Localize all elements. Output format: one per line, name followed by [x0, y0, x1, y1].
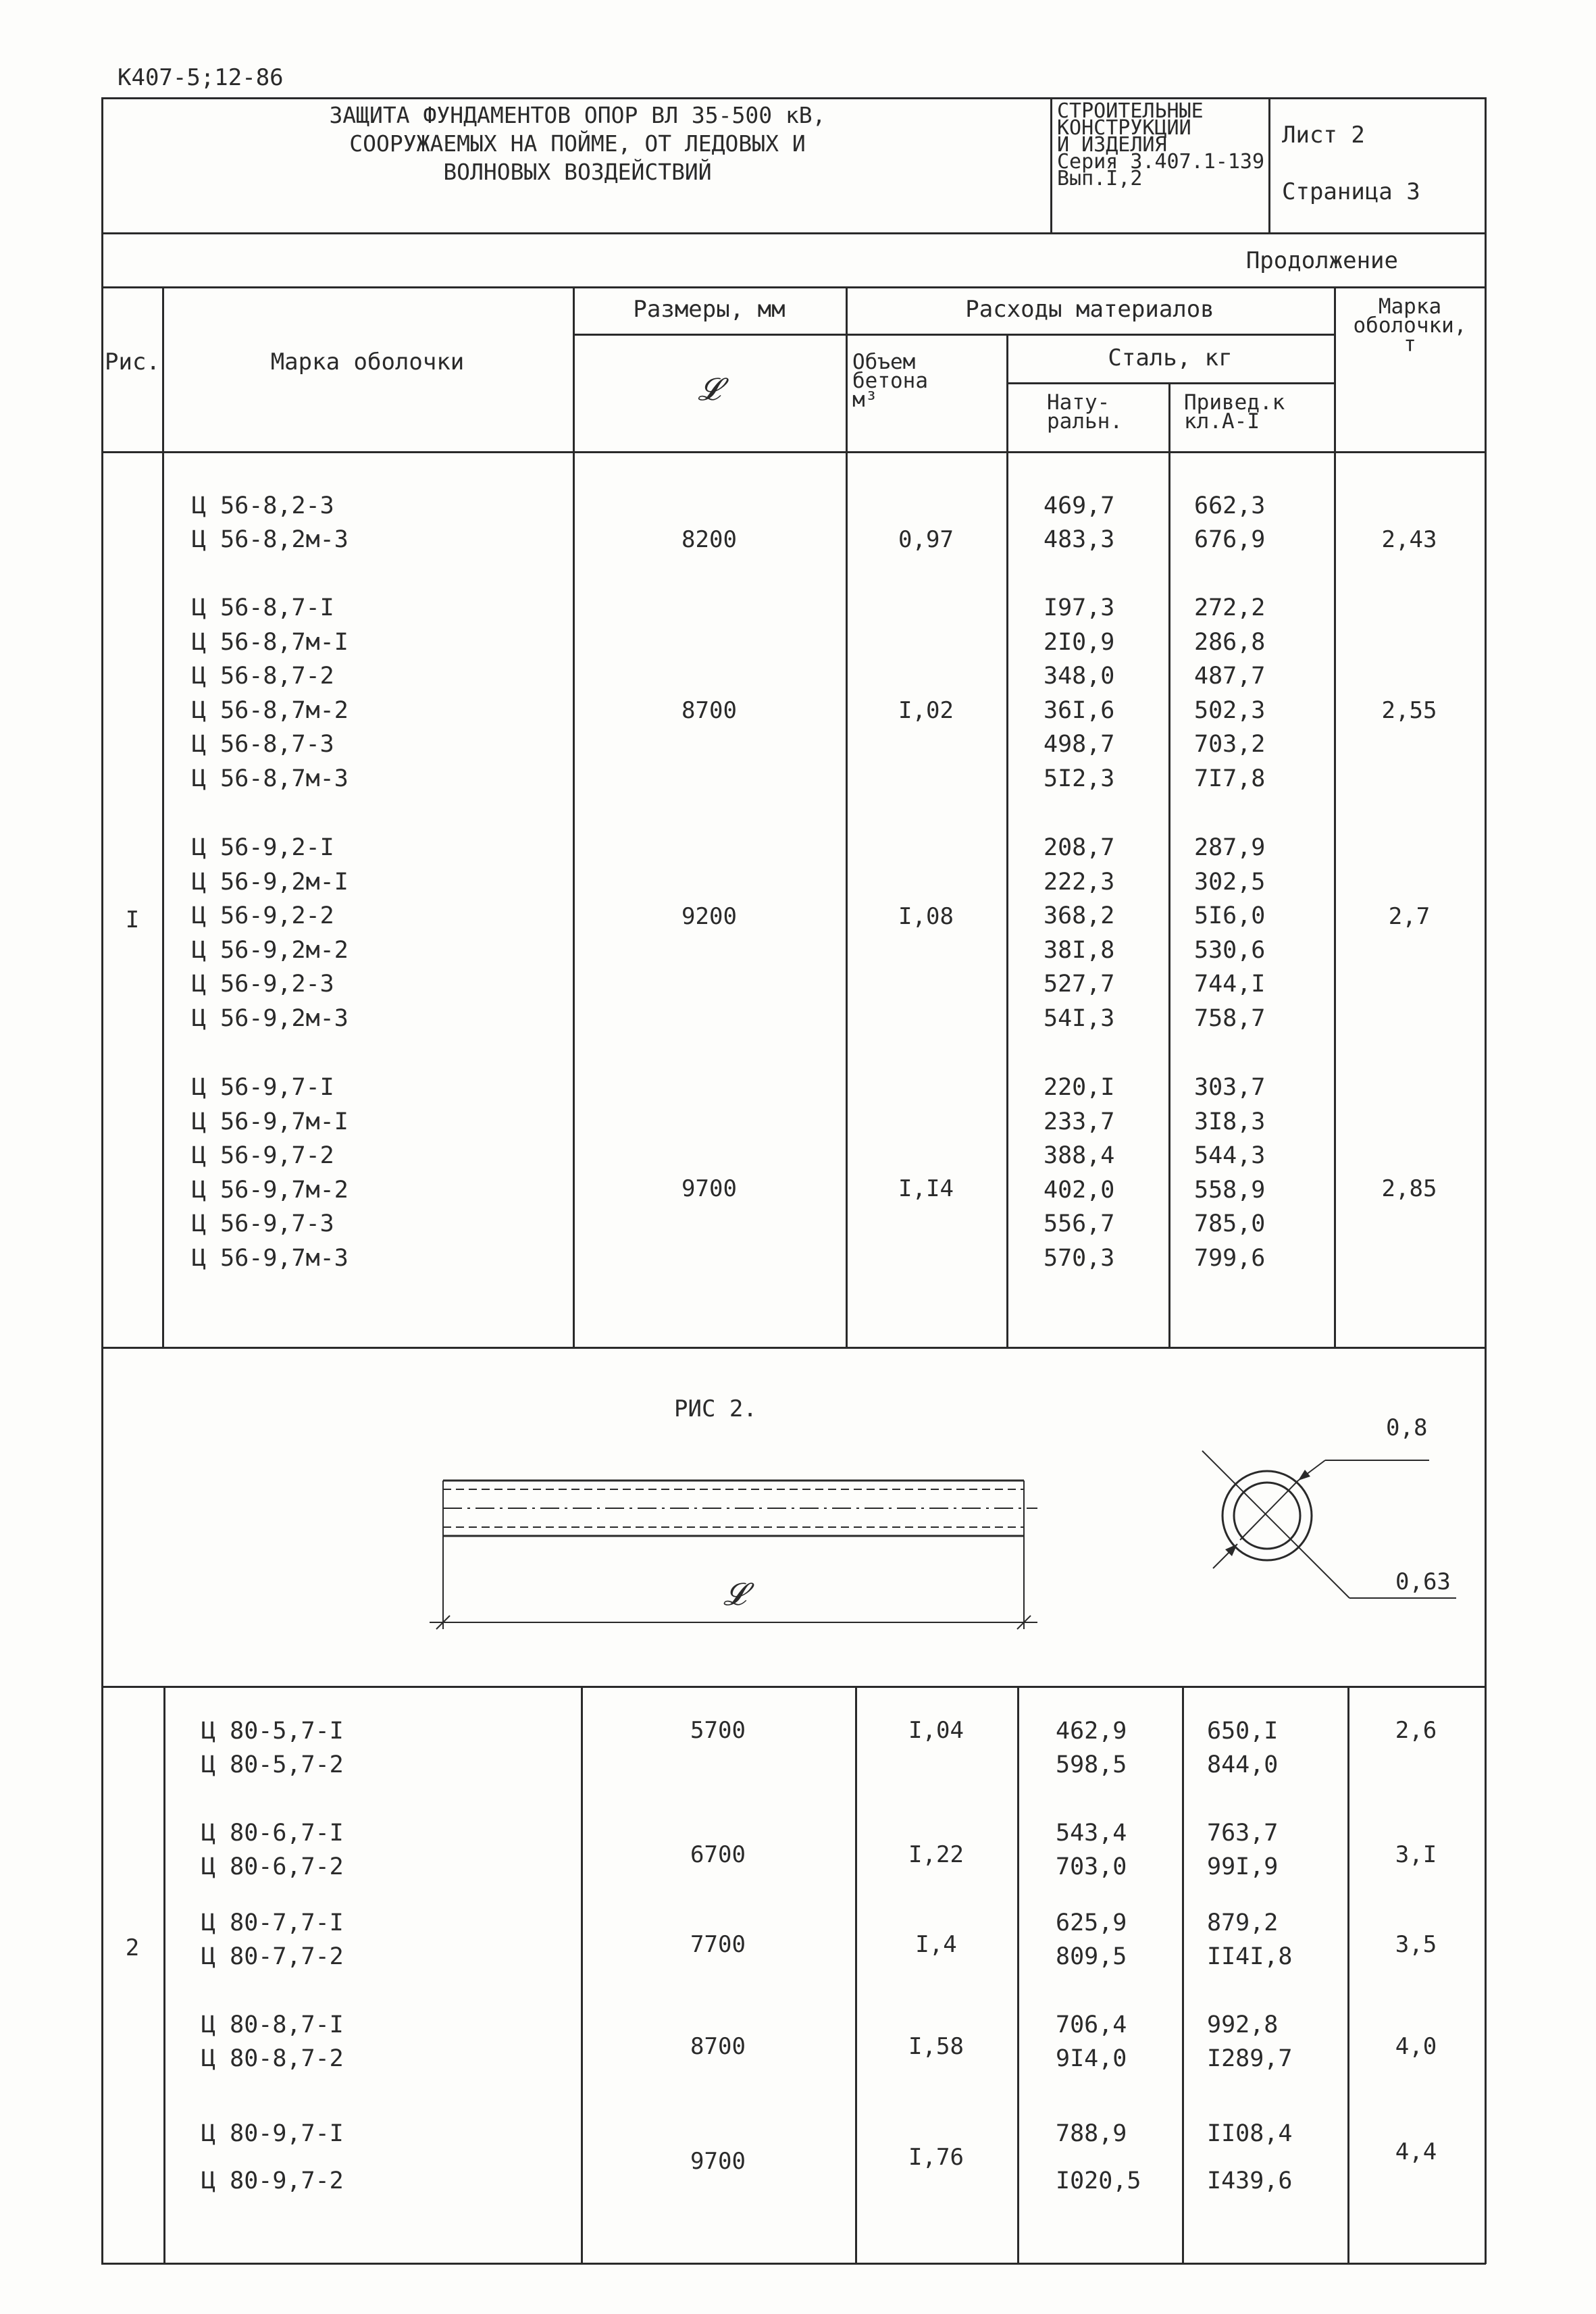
title-divider-1 [1050, 97, 1052, 234]
reduced-cell: 758,7 [1194, 1004, 1266, 1032]
mark-cell: Ц 56-8,2-3 [192, 492, 334, 519]
reduced-cell: 272,2 [1194, 594, 1266, 621]
mark-cell: Ц 56-8,7м-3 [192, 765, 349, 792]
series-block [1057, 99, 1266, 190]
reduced-cells [1207, 1816, 1278, 1884]
reduced-cell: I439,6 [1207, 2167, 1293, 2194]
s2-col-L-divider [855, 1686, 857, 2264]
reduced-cell: 287,9 [1194, 834, 1266, 861]
reduced-cell: 662,3 [1194, 492, 1266, 519]
natural-cell: 36I,6 [1044, 696, 1115, 724]
reduced-cell: 302,5 [1194, 868, 1266, 896]
natural-cells [1044, 489, 1114, 557]
natural-cell: 368,2 [1044, 902, 1115, 930]
mark-cell: Ц 56-8,7-I [192, 594, 334, 621]
concrete-cell: I,76 [908, 2144, 964, 2171]
natural-cell: 556,7 [1044, 1210, 1115, 1238]
length-cell: 8700 [690, 2033, 746, 2060]
natural-cell: 788,9 [1056, 2120, 1127, 2147]
document-code: К407-5;12-86 [118, 64, 284, 91]
reduced-cell: 544,3 [1194, 1142, 1266, 1170]
mark-cell: Ц 56-9,7-3 [192, 1210, 334, 1238]
natural-cell: 348,0 [1044, 663, 1115, 690]
header-length: 𝓛 [698, 371, 721, 407]
natural-cell: 483,3 [1044, 526, 1115, 553]
reduced-cells [1207, 1906, 1292, 1974]
natural-cell: 625,9 [1056, 1909, 1127, 1936]
frame-right [1485, 97, 1487, 2264]
mark-cell: Ц 56-9,2м-3 [192, 1004, 349, 1032]
reduced-cell: 558,9 [1194, 1176, 1266, 1204]
natural-cell: 809,5 [1056, 1943, 1127, 1970]
length-cell: 5700 [690, 1717, 746, 1744]
concrete-cell: I,22 [908, 1841, 964, 1868]
series-line: И ИЗДЕЛИЯ [1057, 133, 1167, 157]
mark-cell: Ц 56-8,2м-3 [192, 526, 349, 553]
title-block-bottom [101, 232, 1486, 234]
header-fig: Рис. [105, 349, 160, 376]
mark-cell: Ц 56-9,2м-2 [192, 936, 349, 964]
length-cell: 9700 [690, 2148, 746, 2175]
reduced-cell: 785,0 [1194, 1210, 1266, 1238]
shell-mass-line: т [1404, 332, 1416, 357]
mark-cell: Ц 56-8,7м-I [192, 628, 349, 656]
mark-cell: Ц 56-9,7-2 [192, 1142, 334, 1170]
s2-col-natural-divider [1182, 1686, 1184, 2264]
reduced-cell: 99I,9 [1207, 1853, 1279, 1880]
natural-cells [1044, 1071, 1114, 1276]
header-natural [1047, 390, 1165, 434]
group-marks [201, 1816, 344, 1884]
frame-bottom [101, 2263, 1486, 2265]
mass-cell: 2,7 [1388, 903, 1431, 930]
mark-cell: Ц 56-8,7-2 [192, 663, 334, 690]
natural-cell: 598,5 [1056, 1751, 1127, 1778]
header-shell-mass [1337, 294, 1483, 357]
s2-col-reduced-divider [1347, 1686, 1349, 2264]
mark-cell: Ц 80-8,7-2 [201, 2045, 344, 2072]
natural-cell: 38I,8 [1044, 936, 1115, 964]
natural-cell: I020,5 [1056, 2167, 1141, 2194]
shell-mass-line: Марка [1378, 294, 1442, 319]
natural-cells [1056, 1906, 1127, 1974]
concrete-cell: I,I4 [898, 1175, 954, 1202]
mark-cell: Ц 56-9,2-3 [192, 971, 334, 998]
document-title [115, 101, 1040, 186]
sheet-number: Лист 2 [1282, 122, 1365, 149]
mark-cell: Ц 80-9,7-2 [201, 2167, 344, 2194]
concrete-cell: I,02 [898, 697, 954, 724]
concrete-line: м³ [852, 388, 878, 412]
natural-cell: 5I2,3 [1044, 765, 1115, 792]
reduced-cell: 530,6 [1194, 936, 1266, 964]
group-marks [201, 1906, 344, 1974]
natural-cell: 543,4 [1056, 1820, 1127, 1847]
length-cell: 9700 [681, 1175, 737, 1202]
mass-cell: 3,5 [1395, 1931, 1437, 1958]
reduced-cell: 703,2 [1194, 731, 1266, 759]
mark-cell: Ц 56-9,7м-3 [192, 1244, 349, 1272]
series-line: КОНСТРУКЦИИ [1057, 116, 1191, 140]
natural-cells [1056, 2110, 1141, 2205]
mass-cell: 4,0 [1395, 2033, 1437, 2060]
title-line: ВОЛНОВЫХ ВОЗДЕЙСТВИЙ [443, 159, 712, 185]
mark-cell: Ц 56-9,7-I [192, 1074, 334, 1101]
natural-cell: 2I0,9 [1044, 628, 1115, 656]
natural-cell: 233,7 [1044, 1108, 1115, 1135]
natural-line: ральн. [1047, 409, 1123, 434]
length-cell: 6700 [690, 1841, 746, 1868]
mark-cell: Ц 56-9,7м-2 [192, 1176, 349, 1204]
section1-fig: I [125, 906, 140, 933]
figure-drawing [405, 1445, 1459, 1648]
group-marks [201, 2110, 344, 2205]
concrete-cell: I,04 [908, 1717, 964, 1744]
reduced-cell: 3I8,3 [1194, 1108, 1266, 1135]
mass-cell: 3,I [1395, 1841, 1437, 1868]
col-natural-divider [1168, 382, 1170, 1348]
reduced-cells [1194, 591, 1265, 796]
natural-cell: 469,7 [1044, 492, 1115, 519]
group-marks [192, 489, 349, 557]
natural-cell: 402,0 [1044, 1176, 1115, 1204]
natural-cells [1056, 2008, 1127, 2076]
mass-cell: 2,6 [1395, 1717, 1437, 1744]
mark-cell: Ц 80-5,7-I [201, 1718, 344, 1745]
reduced-cell: 879,2 [1207, 1909, 1279, 1936]
reduced-cell: 487,7 [1194, 663, 1266, 690]
mark-cell: Ц 80-8,7-I [201, 2011, 344, 2038]
natural-cells [1044, 591, 1114, 796]
natural-cell: 706,4 [1056, 2011, 1127, 2038]
concrete-line: бетона [852, 369, 928, 393]
natural-cell: 570,3 [1044, 1244, 1115, 1272]
mark-cell: Ц 56-9,2-I [192, 834, 334, 861]
reduced-cells [1194, 1071, 1265, 1276]
length-cell: 9200 [681, 903, 737, 930]
reduced-cell: I289,7 [1207, 2045, 1293, 2072]
mark-cell: Ц 80-9,7-I [201, 2120, 344, 2147]
reduced-cell: 676,9 [1194, 526, 1266, 553]
reduced-cell: II4I,8 [1207, 1943, 1293, 1970]
concrete-cell: I,08 [898, 903, 954, 930]
natural-cell: 220,I [1044, 1074, 1115, 1101]
figure-length-label: 𝓛 [723, 1576, 746, 1612]
reduced-cell: 992,8 [1207, 2011, 1279, 2038]
mark-cell: Ц 56-9,7м-I [192, 1108, 349, 1135]
group-marks [192, 831, 349, 1036]
concrete-cell: I,58 [908, 2033, 964, 2060]
mark-cell: Ц 80-7,7-2 [201, 1943, 344, 1970]
reduced-cell: 303,7 [1194, 1074, 1266, 1101]
header-mark: Марка оболочки [270, 349, 465, 376]
natural-cells [1044, 831, 1114, 1036]
natural-cell: 462,9 [1056, 1718, 1127, 1745]
header-sizes: Размеры, мм [633, 296, 786, 323]
frame-top [101, 97, 1486, 99]
header-split-1 [573, 334, 1334, 336]
title-line: СООРУЖАЕМЫХ НА ПОЙМЕ, ОТ ЛЕДОВЫХ И [349, 130, 806, 157]
natural-cell: 703,0 [1056, 1853, 1127, 1880]
continuation-bottom [101, 286, 1486, 288]
series-line: СТРОИТЕЛЬНЫЕ [1057, 99, 1204, 123]
section1-bottom [101, 1347, 1486, 1349]
natural-cell: 527,7 [1044, 971, 1115, 998]
natural-cells [1056, 1816, 1127, 1884]
mark-cell: Ц 80-6,7-2 [201, 1853, 344, 1880]
section2-fig: 2 [125, 1934, 140, 1961]
mark-cell: Ц 80-7,7-I [201, 1909, 344, 1936]
natural-cells [1056, 1714, 1127, 1782]
mass-cell: 2,43 [1381, 526, 1437, 553]
group-marks [192, 1071, 349, 1276]
section2-top [101, 1686, 1486, 1688]
reduced-cell: 286,8 [1194, 628, 1266, 656]
natural-line: Нату- [1047, 390, 1110, 415]
col-fig-divider [162, 286, 164, 1348]
s2-col-mark-divider [581, 1686, 583, 2264]
header-materials: Расходы материалов [965, 296, 1214, 323]
reduced-cell: 650,I [1207, 1718, 1279, 1745]
mark-cell: Ц 56-9,2-2 [192, 902, 334, 930]
natural-cell: 222,3 [1044, 868, 1115, 896]
reduced-cell: II08,4 [1207, 2120, 1293, 2147]
length-cell: 8200 [681, 526, 737, 553]
mark-cell: Ц 56-9,2м-I [192, 868, 349, 896]
reduced-cell: 7I7,8 [1194, 765, 1266, 792]
natural-cell: 208,7 [1044, 834, 1115, 861]
s2-col-fig-divider [163, 1686, 165, 2264]
natural-cell: 54I,3 [1044, 1004, 1115, 1032]
col-concrete-divider [1006, 334, 1008, 1348]
mark-cell: Ц 80-5,7-2 [201, 1751, 344, 1778]
series-line: Вып.I,2 [1057, 167, 1143, 190]
figure-inner-label: 0,63 [1395, 1568, 1451, 1595]
figure-caption: РИС 2. [674, 1395, 757, 1422]
header-steel: Сталь, кг [1108, 344, 1233, 371]
title-line: ЗАЩИТА ФУНДАМЕНТОВ ОПОР ВЛ 35-500 кВ, [329, 102, 826, 128]
concrete-cell: I,4 [915, 1931, 957, 1958]
reduced-cells [1207, 2008, 1292, 2076]
reduced-cell: 5I6,0 [1194, 902, 1266, 930]
reduced-cell: 744,I [1194, 971, 1266, 998]
group-marks [201, 1714, 344, 1782]
header-reduced [1184, 390, 1333, 434]
reduced-cell: 844,0 [1207, 1751, 1279, 1778]
length-cell: 7700 [690, 1931, 746, 1958]
reduced-cells [1207, 1714, 1278, 1782]
continuation-label: Продолжение [1245, 247, 1398, 274]
reduced-line: кл.А-I [1184, 409, 1260, 434]
reduced-cell: 799,6 [1194, 1244, 1266, 1272]
series-line: Серия 3.407.1-139 [1057, 150, 1265, 174]
group-marks [192, 591, 349, 796]
natural-cell: 498,7 [1044, 731, 1115, 759]
mark-cell: Ц 80-6,7-I [201, 1820, 344, 1847]
reduced-cell: 763,7 [1207, 1820, 1279, 1847]
mass-cell: 2,55 [1381, 697, 1437, 724]
mark-cell: Ц 56-8,7-3 [192, 731, 334, 759]
mass-cell: 2,85 [1381, 1175, 1437, 1202]
header-bottom [101, 451, 1486, 453]
reduced-line: Привед.к [1184, 390, 1285, 415]
reduced-cell: 502,3 [1194, 696, 1266, 724]
mark-cell: Ц 56-8,7м-2 [192, 696, 349, 724]
length-cell: 8700 [681, 697, 737, 724]
reduced-cells [1194, 489, 1265, 557]
header-concrete [852, 350, 1004, 412]
reduced-cells [1207, 2110, 1292, 2205]
concrete-cell: 0,97 [898, 526, 954, 553]
reduced-cells [1194, 831, 1265, 1036]
natural-cell: 388,4 [1044, 1142, 1115, 1170]
page-number: Страница 3 [1282, 178, 1420, 205]
title-divider-2 [1268, 97, 1270, 234]
mass-cell: 4,4 [1395, 2138, 1437, 2165]
shell-mass-line: оболочки, [1353, 313, 1467, 338]
concrete-line: Объем [852, 350, 916, 374]
s2-col-concrete-divider [1017, 1686, 1019, 2264]
figure-wall-label: 0,8 [1386, 1414, 1428, 1441]
natural-cell: 9I4,0 [1056, 2045, 1127, 2072]
group-marks [201, 2008, 344, 2076]
natural-cell: I97,3 [1044, 594, 1115, 621]
header-split-2 [1006, 382, 1334, 384]
